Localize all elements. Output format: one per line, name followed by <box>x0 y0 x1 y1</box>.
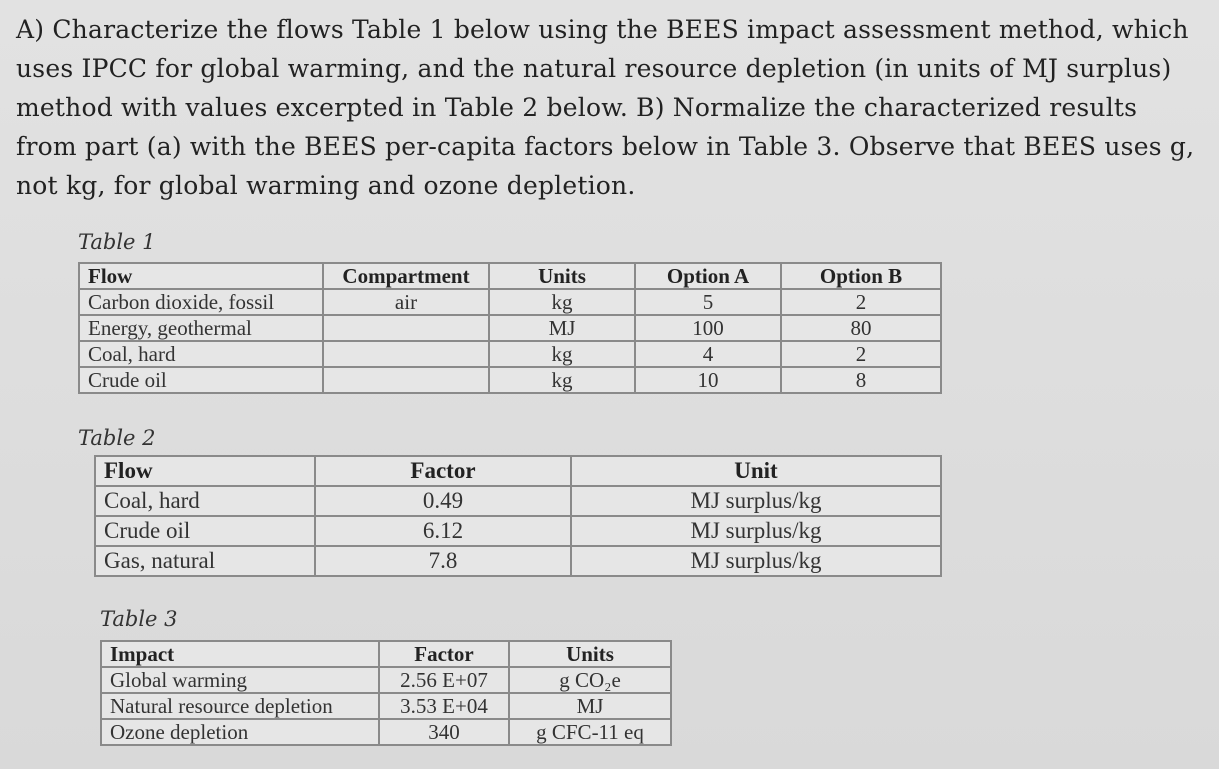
table-cell: Energy, geothermal <box>79 315 323 341</box>
table-cell: MJ surplus/kg <box>571 546 941 576</box>
table-cell: Crude oil <box>79 367 323 393</box>
table-cell: Carbon dioxide, fossil <box>79 289 323 315</box>
table-row <box>101 693 671 719</box>
table-cell: g CO₂e <box>509 667 671 693</box>
table1-header-option-b: Option B <box>781 263 941 289</box>
table-cell: g CFC-11 eq <box>509 719 671 745</box>
table-cell: 80 <box>781 315 941 341</box>
table-cell: kg <box>489 289 635 315</box>
table1-caption: Table 1 <box>78 230 156 254</box>
table-cell: MJ <box>509 693 671 719</box>
table-cell <box>323 341 489 367</box>
table-row <box>79 341 941 367</box>
table2-header-factor: Factor <box>315 456 571 486</box>
table1-header-compartment: Compartment <box>323 263 489 289</box>
table-cell: 3.53 E+04 <box>379 693 509 719</box>
table-cell: kg <box>489 341 635 367</box>
table3 <box>100 640 672 746</box>
table3-header-impact: Impact <box>101 641 379 667</box>
table1-header-units: Units <box>489 263 635 289</box>
table3-header-row <box>101 641 671 667</box>
table2 <box>94 455 942 577</box>
table-cell: 2 <box>781 289 941 315</box>
table-row <box>95 516 941 546</box>
table-cell: Crude oil <box>95 516 315 546</box>
problem-statement: A) Characterize the flows Table 1 below using the BEES impact assessment method, which uses IPCC for global warming, and the natural resource depletion (in units of MJ surplus) method with values excerpted in Table 2 below. B) Normalize the characterized results from part (a) with the BEES per-capita factors below in Table 3. Observe that BEES uses g, not kg, for global warming and ozone depletion. <box>16 15 1195 200</box>
table-cell: 100 <box>635 315 781 341</box>
table-cell: 6.12 <box>315 516 571 546</box>
table-cell: 7.8 <box>315 546 571 576</box>
table2-caption: Table 2 <box>78 426 156 450</box>
table-cell: 2.56 E+07 <box>379 667 509 693</box>
table1-header-flow: Flow <box>79 263 323 289</box>
table-cell: MJ surplus/kg <box>571 516 941 546</box>
table-cell: Gas, natural <box>95 546 315 576</box>
table-row <box>101 719 671 745</box>
table-cell: Natural resource depletion <box>101 693 379 719</box>
table-cell: MJ surplus/kg <box>571 486 941 516</box>
table-row <box>79 315 941 341</box>
table-cell: 10 <box>635 367 781 393</box>
table-row <box>95 546 941 576</box>
table-cell: 5 <box>635 289 781 315</box>
table-cell: 8 <box>781 367 941 393</box>
table3-header-factor: Factor <box>379 641 509 667</box>
table3-caption: Table 3 <box>100 607 178 631</box>
table-cell: Coal, hard <box>79 341 323 367</box>
table-cell: 4 <box>635 341 781 367</box>
table1 <box>78 262 942 394</box>
table2-header-unit: Unit <box>571 456 941 486</box>
table-cell: Ozone depletion <box>101 719 379 745</box>
table-cell: Global warming <box>101 667 379 693</box>
table-cell: 2 <box>781 341 941 367</box>
table-cell: air <box>323 289 489 315</box>
table1-header-row <box>79 263 941 289</box>
table-cell <box>323 315 489 341</box>
table1-header-option-a: Option A <box>635 263 781 289</box>
table-cell: 340 <box>379 719 509 745</box>
table2-header-row <box>95 456 941 486</box>
table2-header-flow: Flow <box>95 456 315 486</box>
table-cell: kg <box>489 367 635 393</box>
table-row <box>95 486 941 516</box>
table-cell: 0.49 <box>315 486 571 516</box>
table-row <box>79 289 941 315</box>
table-cell: MJ <box>489 315 635 341</box>
table3-header-units: Units <box>509 641 671 667</box>
table-row <box>79 367 941 393</box>
table-row <box>101 667 671 693</box>
table-cell <box>323 367 489 393</box>
table-cell: Coal, hard <box>95 486 315 516</box>
